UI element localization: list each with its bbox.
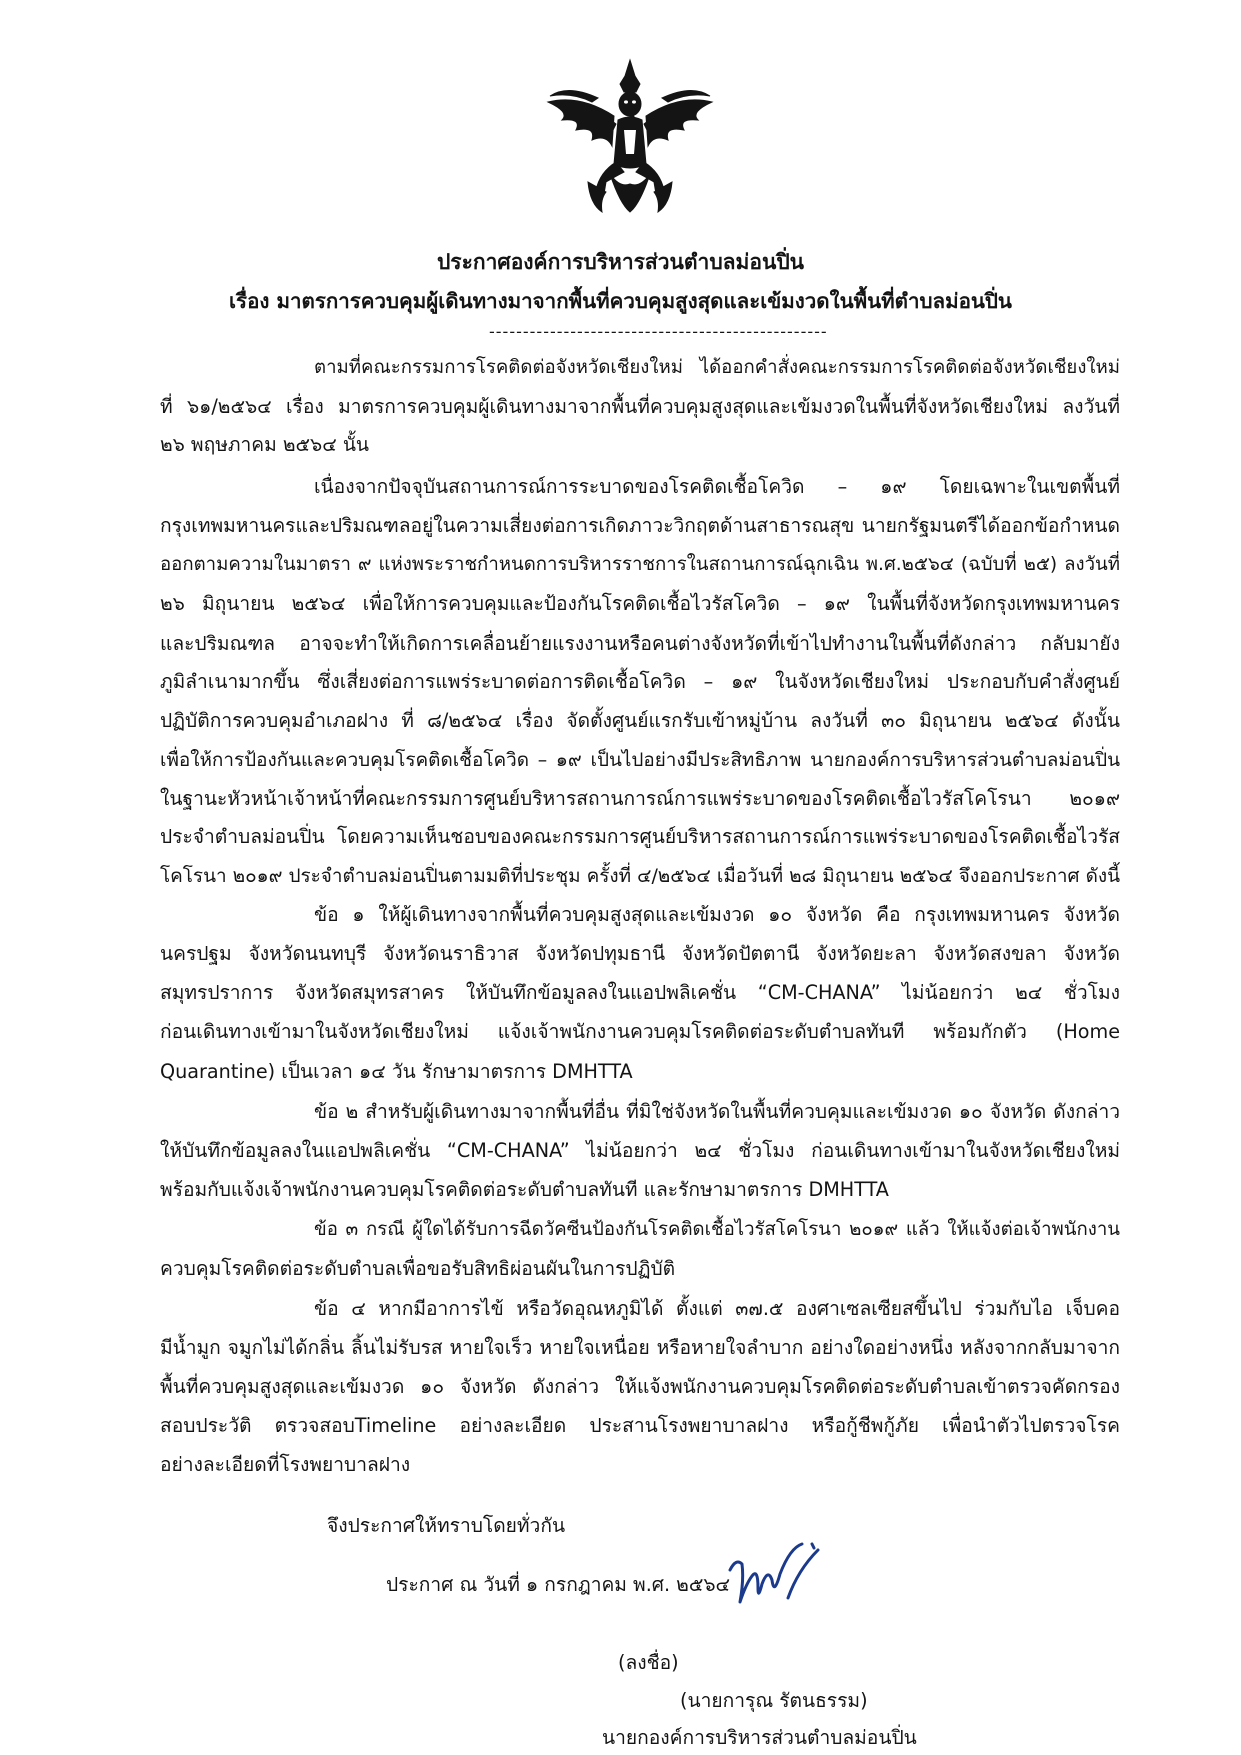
body-line: สมุทรปราการ จังหวัดสมุทรสาคร ให้บันทึกข้อมูลลงในแอปพลิเคชั่น “CM-CHANA” ไม่น้อยกว่า ๒๔ ชั่วโมง	[160, 981, 1120, 1004]
body-line: ๒๖ พฤษภาคม ๒๕๖๔ นั้น	[160, 433, 370, 456]
body-line: นครปฐม จังหวัดนนทบุรี จังหวัดนราธิวาส จังหวัดปทุมธานี จังหวัดปัตตานี จังหวัดยะลา จังหวัดสงขลา จังหวัด	[160, 942, 1120, 965]
body-line: พร้อมกับแจ้งเจ้าพนักงานควบคุมโรคติดต่อระดับตำบลทันที และรักษามาตรการ DMHTTA	[160, 1178, 889, 1201]
body-line: ๒๖ มิถุนายน ๒๕๖๔ เพื่อให้การควบคุมและป้องกันโรคติดเชื้อไวรัสโควิด – ๑๙ ในพื้นที่จังหวัดกรุงเทพมหานคร	[160, 592, 1120, 615]
body-line: สอบประวัติ ตรวจสอบTimeline อย่างละเอียด ประสานโรงพยาบาลฝาง หรือกู้ชีพกู้ภัย เพื่อนำตัวไปตรวจโรค	[160, 1414, 1120, 1437]
body-line: ข้อ ๔ หากมีอาการไข้ หรือวัดอุณหภูมิได้ ตั้งแต่ ๓๗.๕ องศาเซลเซียสขึ้นไป ร่วมกับไอ เจ็บคอ	[314, 1297, 1120, 1320]
body-line: ข้อ ๒ สำหรับผู้เดินทางมาจากพื้นที่อื่น ที่มิใช่จังหวัดในพื้นที่ควบคุมและเข้มงวด ๑๐ จังหวัด ดังกล่าว	[314, 1100, 1120, 1123]
body-line: ให้บันทึกข้อมูลลงในแอปพลิเคชั่น “CM-CHANA” ไม่น้อยกว่า ๒๔ ชั่วโมง ก่อนเดินทางเข้ามาในจังหวัดเชียงใหม่	[160, 1139, 1120, 1162]
body-line: อย่างละเอียดที่โรงพยาบาลฝาง	[160, 1453, 411, 1476]
body-line: โคโรนา ๒๐๑๙ ประจำตำบลม่อนปิ่นตามมติที่ประชุม ครั้งที่ ๔/๒๕๖๔ เมื่อวันที่ ๒๘ มิถุนายน ๒๕๖๔ จึงออกประกาศ ดังนี้	[160, 865, 1120, 887]
announcement-date: ประกาศ ณ วันที่ ๑ กรกฎาคม พ.ศ. ๒๕๖๔	[386, 1573, 731, 1596]
body-line: ข้อ ๓ กรณี ผู้ใดได้รับการฉีดวัคซีนป้องกันโรคติดเชื้อไวรัสโคโรนา ๒๐๑๙ แล้ว ให้แจ้งต่อเจ้าพนักงาน	[314, 1219, 1120, 1240]
body-line: ภูมิลำเนามากขึ้น ซึ่งเสี่ยงต่อการแพร่ระบาดต่อการติดเชื้อโควิด – ๑๙ ในจังหวัดเชียงใหม่ ประกอบกับคำสั่งศูนย์	[160, 670, 1120, 693]
signer-name: (นายการุณ รัตนธรรม)	[680, 1689, 868, 1712]
body-line: ข้อ ๑ ให้ผู้เดินทางจากพื้นที่ควบคุมสูงสุดและเข้มงวด ๑๐ จังหวัด คือ กรุงเทพมหานคร จังหวัด	[314, 903, 1120, 926]
body-line: Quarantine) เป็นเวลา ๑๔ วัน รักษามาตรการ DMHTTA	[160, 1060, 633, 1083]
document-subject: เรื่อง มาตรการควบคุมผู้เดินทางมาจากพื้นที่ควบคุมสูงสุดและเข้มงวดในพื้นที่ตำบลม่อนปิ่น	[229, 289, 1012, 313]
body-line: ออกตามความในมาตรา ๙ แห่งพระราชกำหนดการบริหารราชการในสถานการณ์ฉุกเฉิน พ.ศ.๒๕๖๔ (ฉบับที่ ๒๕) ลงวันที่	[160, 554, 1120, 575]
body-line: เนื่องจากปัจจุบันสถานการณ์การระบาดของโรคติดเชื้อโควิด – ๑๙ โดยเฉพาะในเขตพื้นที่	[314, 475, 1120, 498]
title-separator: --------------------------------------------------	[489, 322, 828, 341]
body-line: มีน้ำมูก จมูกไม่ได้กลิ่น ลิ้นไม่รับรส หายใจเร็ว หายใจเหนื่อย หรือหายใจลำบาก อย่างใดอย่างหนึ่ง หลังจากกลับมาจาก	[160, 1336, 1120, 1359]
body-line: ประจำตำบลม่อนปิ่น โดยความเห็นชอบของคณะกรรมการศูนย์บริหารสถานการณ์การแพร่ระบาดของโรคติดเชื้อไวรัส	[160, 825, 1120, 848]
body-line: ปฏิบัติการควบคุมอำเภอฝาง ที่ ๘/๒๕๖๔ เรื่อง จัดตั้งศูนย์แรกรับเข้าหมู่บ้าน ลงวันที่ ๓๐ มิถุนายน ๒๕๖๔ ดังนั้น	[160, 709, 1120, 732]
body-line: ตามที่คณะกรรมการโรคติดต่อจังหวัดเชียงใหม่ ได้ออกคำสั่งคณะกรรมการโรคติดต่อจังหวัดเชียงใหม่	[314, 357, 1120, 378]
document-title: ประกาศองค์การบริหารส่วนตำบลม่อนปิ่น	[436, 250, 805, 274]
closing-statement: จึงประกาศให้ทราบโดยทั่วกัน	[327, 1514, 566, 1537]
signer-position: นายกองค์การบริหารส่วนตำบลม่อนปิ่น	[602, 1726, 917, 1749]
body-line: พื้นที่ควบคุมสูงสุดและเข้มงวด ๑๐ จังหวัด ดังกล่าว ให้แจ้งพนักงานควบคุมโรคติดต่อระดับตำบลเข้าตรวจคัดกรอง	[160, 1375, 1120, 1398]
signature-label: (ลงชื่อ)	[618, 1651, 679, 1674]
body-line: และปริมณฑล อาจจะทำให้เกิดการเคลื่อนย้ายแรงงานหรือคนต่างจังหวัดที่เข้าไปทำงานในพื้นที่ดังกล่าว กลับมายัง	[160, 632, 1120, 655]
body-line: ควบคุมโรคติดต่อระดับตำบลเพื่อขอรับสิทธิผ่อนผันในการปฏิบัติ	[160, 1257, 676, 1280]
body-line: กรุงเทพมหานครและปริมณฑลอยู่ในความเสี่ยงต่อการเกิดภาวะวิกฤตด้านสาธารณสุข นายกรัฐมนตรีได้ออกข้อกำหนด	[160, 514, 1120, 537]
body-line: ก่อนเดินทางเข้ามาในจังหวัดเชียงใหม่ แจ้งเจ้าพนักงานควบคุมโรคติดต่อระดับตำบลทันที พร้อมกักตัว (Home	[160, 1020, 1120, 1043]
body-line: ที่ ๖๑/๒๕๖๔ เรื่อง มาตรการควบคุมผู้เดินทางมาจากพื้นที่ควบคุมสูงสุดและเข้มงวดในพื้นที่จังหวัดเชียงใหม่ ลงวันที่	[160, 395, 1120, 418]
handwritten-signature	[722, 1540, 834, 1614]
body-line: ในฐานะหัวหน้าเจ้าหน้าที่คณะกรรมการศูนย์บริหารสถานการณ์การแพร่ระบาดของโรคติดเชื้อไวรัสโคโรนา ๒๐๑๙	[160, 787, 1120, 810]
body-line: เพื่อให้การป้องกันและควบคุมโรคติดเชื้อโควิด – ๑๙ เป็นไปอย่างมีประสิทธิภาพ นายกองค์การบริหารส่วนตำบลม่อนปิ่น	[160, 749, 1120, 771]
garuda-emblem-icon	[540, 54, 720, 219]
